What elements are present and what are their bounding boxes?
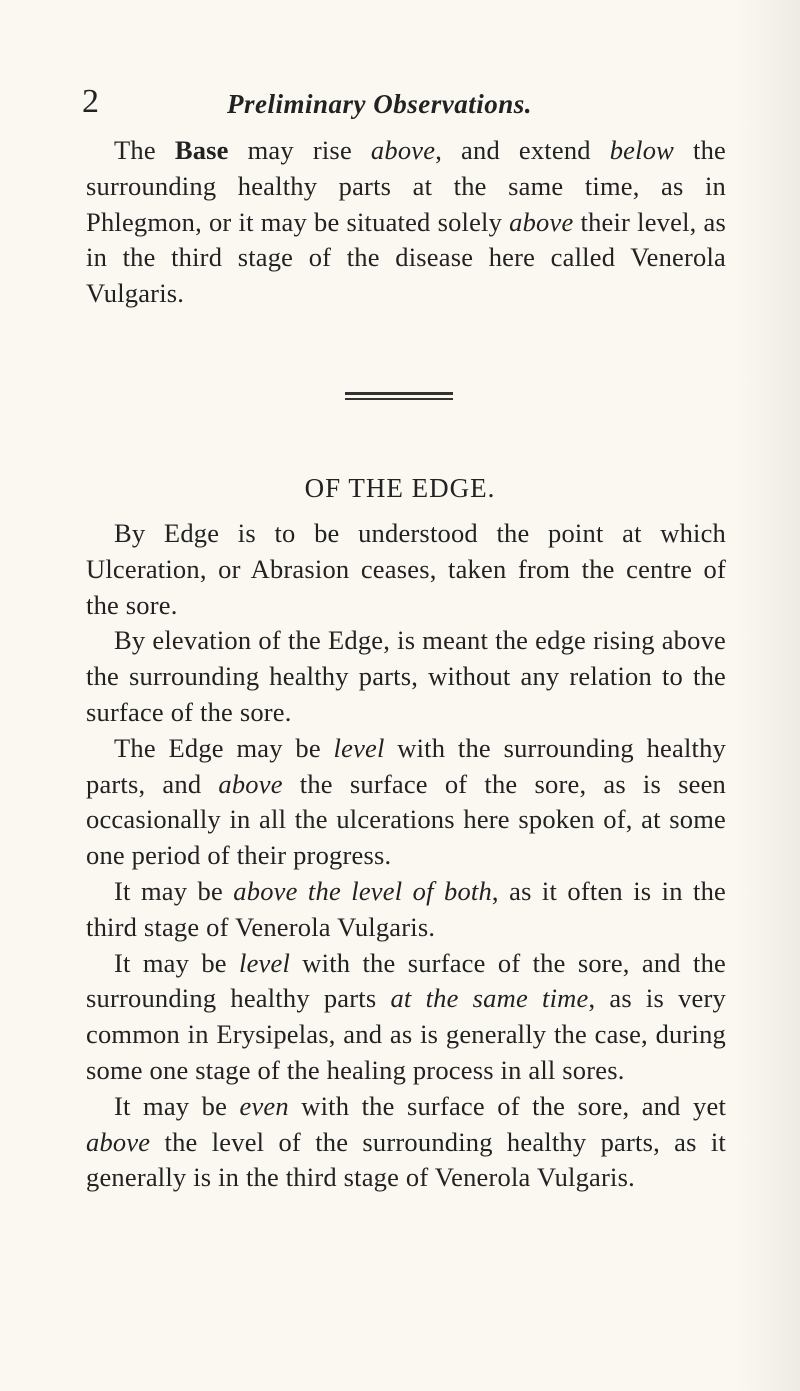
divider-rule-thin (345, 398, 453, 400)
text-run: , and extend (435, 135, 610, 165)
paragraph-7 (86, 1089, 726, 1196)
text-run: By Edge is to be understood the point at which Ulceration, or Abrasion ceases, taken from the centre of the sore. (86, 518, 726, 620)
text-run: The (114, 135, 175, 165)
text-run-italic: above the level of both (233, 875, 492, 906)
text-run-italic: at the same time (390, 983, 589, 1014)
text-run: may rise (228, 135, 371, 165)
text-run: , as it often is in the third stage of Venerola Vulgaris. (86, 875, 726, 942)
section-divider (345, 392, 453, 403)
text-run-italic: below (609, 135, 675, 165)
text-run: It may be (114, 1090, 240, 1121)
text-run-italic: even (239, 1090, 289, 1121)
paragraph-5 (86, 874, 726, 946)
divider-rule-thick (345, 392, 453, 395)
running-head-title: Preliminary Observations. (227, 89, 533, 119)
text-run: with the surrounding healthy parts, and (86, 732, 726, 799)
text-run-italic: above (509, 206, 574, 237)
text-run-italic: above (86, 1126, 151, 1157)
page-number: 2 (82, 83, 99, 120)
text-run-italic: level (333, 732, 385, 763)
text-run-italic: above (370, 135, 436, 165)
text-run: The Edge may be (114, 732, 334, 763)
paragraph-2 (86, 516, 726, 623)
section-title: OF THE EDGE. (304, 473, 496, 503)
text-run: with the surface of the sore, and the surrounding healthy parts (86, 947, 726, 1014)
paragraph-1 (86, 133, 726, 312)
text-run: the surface of the sore, as is seen occasionally in all the ulcerations here spoken of, at some one period of their progress. (86, 768, 726, 871)
text-run-italic: level (239, 947, 291, 978)
text-run: their level, as in the third stage of the disease here called Venerola Vulgaris. (86, 206, 727, 309)
paragraph-3 (86, 623, 726, 730)
text-run: It may be (114, 875, 234, 906)
text-run: By elevation of the Edge, is meant the edge rising above the surrounding healthy parts, without any relation to the surface of the sore. (86, 625, 726, 727)
text-run: the level of the surrounding healthy parts, as it generally is in the third stage of Venerola Vulgaris. (86, 1126, 726, 1193)
paragraph-base (86, 133, 726, 312)
section-body (86, 516, 726, 1196)
text-run: , as is very common in Erysipelas, and as is generally the case, during some one stage of the healing process in all sores. (86, 983, 726, 1085)
text-run: the surrounding healthy parts at the same time, as in Phlegmon, or it may be situated solely (86, 135, 727, 237)
text-run: It may be (114, 947, 240, 978)
text-run: with the surface of the sore, and yet (288, 1090, 727, 1121)
text-run-bold: Base (174, 135, 229, 165)
running-head (82, 82, 682, 126)
paragraph-6 (86, 946, 726, 1089)
paragraph-4 (86, 731, 726, 874)
text-run-italic: above (218, 768, 283, 799)
